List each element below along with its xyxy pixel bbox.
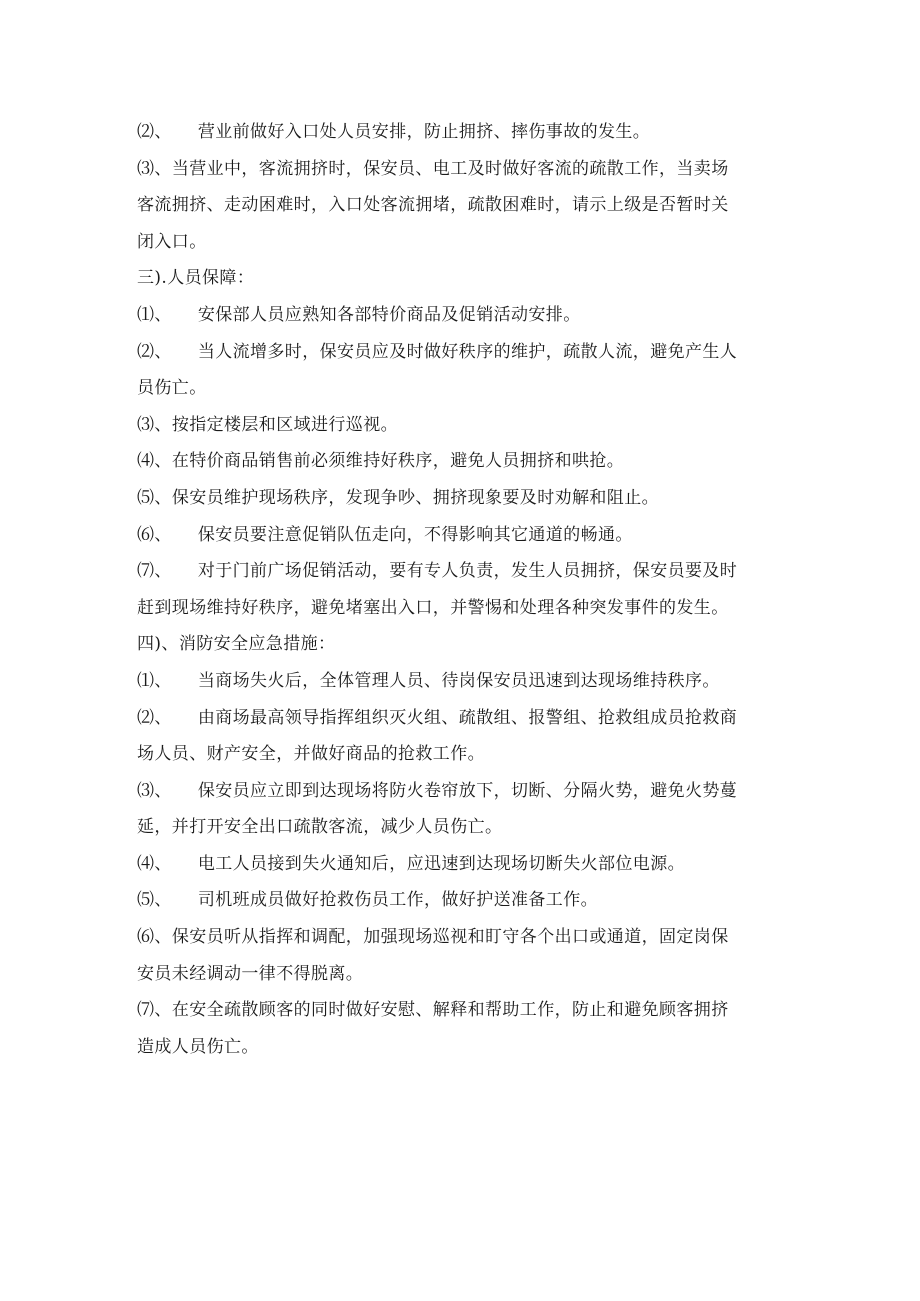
line-text: 营业前做好入口处人员安排，防止拥挤、摔伤事故的发生。	[197, 122, 651, 142]
line-text: 按指定楼层和区域进行巡视。	[171, 414, 399, 435]
item-number: ⑵、	[137, 341, 172, 362]
text-line	[137, 334, 777, 371]
item-number: ⑵、	[137, 122, 172, 142]
line-text: 场人员、财产安全，并做好商品的抢救工作。	[137, 744, 485, 765]
text-line	[137, 370, 777, 407]
item-number: ⑴、	[137, 670, 172, 691]
text-line	[137, 809, 777, 846]
line-text: 赶到现场维持好秩序，避免堵塞出入口，并警惕和处理各种突发事件的发生。	[137, 597, 729, 618]
item-number: ⑷、	[137, 451, 172, 472]
line-text: 保安员维护现场秩序，发现争吵、拥挤现象要及时劝解和阻止。	[171, 487, 660, 508]
text-line	[137, 773, 777, 810]
line-text: 当人流增多时，保安员应及时做好秩序的维护，疏散人流，避免产生人	[197, 341, 738, 362]
line-text: 闭入口。	[137, 231, 207, 252]
line-text: 员伤亡。	[137, 378, 207, 399]
line-text: 在安全疏散顾客的同时做好安慰、解释和帮助工作，防止和避免顾客拥挤	[171, 1000, 729, 1021]
text-line	[137, 187, 777, 224]
text-line	[137, 882, 777, 919]
line-text: 安保部人员应熟知各部特价商品及促销活动安排。	[197, 304, 581, 325]
text-line	[137, 297, 777, 334]
line-text: 三).人员保障：	[137, 268, 255, 289]
item-number: ⑷、	[137, 853, 172, 874]
text-line	[137, 736, 777, 773]
line-text: 在特价商品销售前必须维持好秩序，避免人员拥挤和哄抢。	[171, 451, 625, 472]
text-line	[137, 151, 777, 188]
item-number: ⑶、	[137, 158, 172, 179]
text-line	[137, 919, 777, 956]
item-number: ⑹、	[137, 524, 172, 545]
line-text: 四)、消防安全应急措施：	[137, 634, 336, 655]
line-text: 造成人员伤亡。	[137, 1036, 259, 1057]
line-text: 客流拥挤、走动困难时，入口处客流拥堵，疏散困难时，请示上级是否暂时关	[137, 195, 729, 216]
text-line	[137, 590, 777, 627]
item-number: ⑺、	[137, 561, 172, 582]
text-line	[137, 517, 777, 554]
line-text: 电工人员接到失火通知后，应迅速到达现场切断失火部位电源。	[197, 853, 686, 874]
item-number: ⑶、	[137, 780, 172, 801]
line-text: 延，并打开安全出口疏散客流，减少人员伤亡。	[137, 817, 503, 838]
text-line	[137, 407, 777, 444]
text-line	[137, 553, 777, 590]
text-line	[137, 224, 777, 261]
line-text: 当商场失火后，全体管理人员、待岗保安员迅速到达现场维持秩序。	[197, 670, 720, 691]
text-line	[137, 700, 777, 737]
text-line	[137, 1029, 777, 1066]
line-text: 由商场最高领导指挥组织灭火组、疏散组、报警组、抢救组成员抢救商	[197, 707, 738, 728]
item-number: ⑵、	[137, 707, 172, 728]
line-text: 当营业中，客流拥挤时，保安员、电工及时做好客流的疏散工作，当卖场	[171, 158, 729, 179]
item-number: ⑺、	[137, 1000, 172, 1021]
item-number: ⑹、	[137, 927, 172, 948]
line-text: 保安员要注意促销队伍走向，不得影响其它通道的畅通。	[197, 524, 633, 545]
text-line	[137, 956, 777, 993]
text-line	[137, 260, 777, 297]
item-number: ⑸、	[137, 890, 172, 911]
text-line	[137, 480, 777, 517]
document-body	[137, 114, 777, 1065]
item-number: ⑴、	[137, 304, 172, 325]
text-line	[137, 992, 777, 1029]
text-line	[137, 663, 777, 700]
text-line	[137, 626, 777, 663]
text-line	[137, 846, 777, 883]
line-text: 保安员应立即到达现场将防火卷帘放下，切断、分隔火势，避免火势蔓	[197, 780, 738, 801]
line-text: 司机班成员做好抢救伤员工作，做好护送准备工作。	[197, 890, 599, 911]
line-text: 保安员听从指挥和调配，加强现场巡视和盯守各个出口或通道，固定岗保	[171, 927, 729, 948]
text-line	[137, 114, 777, 151]
item-number: ⑶、	[137, 414, 172, 435]
item-number: ⑸、	[137, 487, 172, 508]
line-text: 对于门前广场促销活动，要有专人负责，发生人员拥挤，保安员要及时	[197, 561, 738, 582]
line-text: 安员未经调动一律不得脱离。	[137, 963, 364, 984]
text-line	[137, 443, 777, 480]
